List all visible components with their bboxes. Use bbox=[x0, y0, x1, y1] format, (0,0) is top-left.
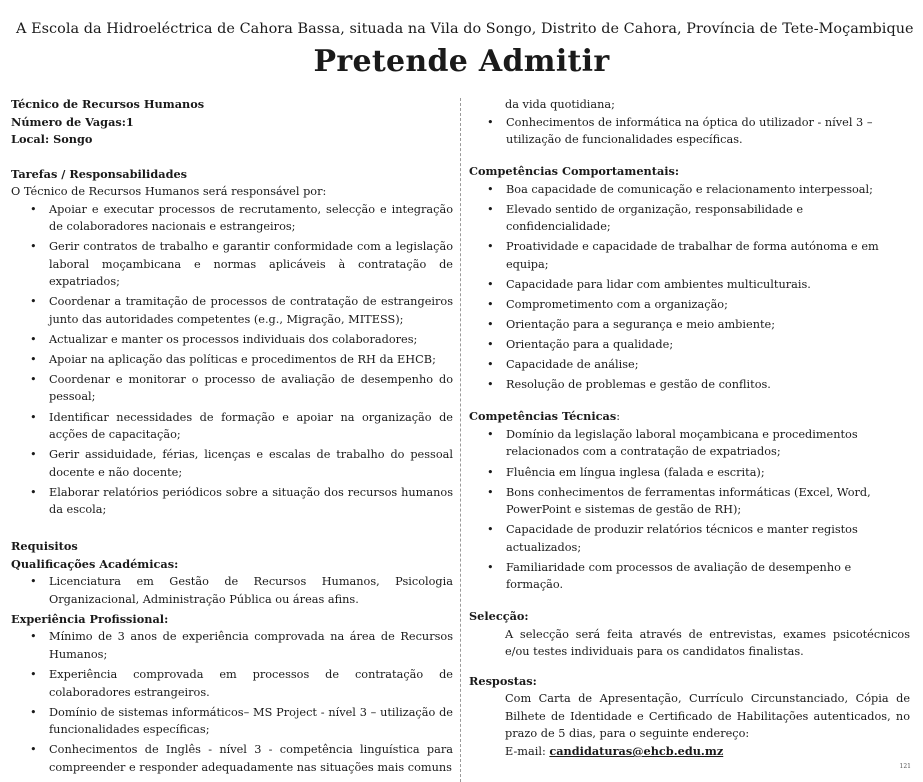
email-label: E-mail: bbox=[505, 744, 550, 758]
technical-heading: Competências Técnicas bbox=[469, 409, 617, 424]
list-item: • Capacidade para lidar com ambientes multiculturais. bbox=[469, 276, 910, 294]
list-item: • Experiência comprovada em processos de contratação de colaboradores estrangeiros. bbox=[11, 666, 453, 701]
list-item: • Fluência em língua inglesa (falada e escrita); bbox=[469, 464, 910, 482]
behavioral-heading: Competências Comportamentais: bbox=[469, 164, 680, 179]
technical-list bbox=[469, 426, 910, 594]
job-title: Técnico de Recursos Humanos bbox=[11, 97, 205, 111]
behavioral-list bbox=[469, 181, 910, 394]
list-item: • Domínio da legislação laboral moçambicana e procedimentos relacionados com a contratação de expatriados; bbox=[469, 426, 910, 461]
tasks-heading: Tarefas / Responsabilidades bbox=[11, 166, 188, 181]
column-divider bbox=[460, 98, 461, 782]
list-item: • Identificar necessidades de formação e apoiar na organização de acções de capacitação; bbox=[11, 409, 453, 444]
list-item: • Coordenar a tramitação de processos de contratação de estrangeiros junto das autoridades competentes (e.g., Migração, MITESS); bbox=[11, 293, 453, 328]
location: Local: Songo bbox=[11, 132, 93, 146]
experience-heading: Experiência Profissional: bbox=[11, 611, 169, 626]
tasks-intro: O Técnico de Recursos Humanos será responsável por: bbox=[11, 185, 327, 198]
it-list bbox=[469, 114, 910, 149]
list-item: • Boa capacidade de comunicação e relacionamento interpessoal; bbox=[469, 181, 910, 199]
list-item: • Elaborar relatórios periódicos sobre a situação dos recursos humanos da escola; bbox=[11, 484, 453, 519]
list-item: • Orientação para a segurança e meio ambiente; bbox=[469, 316, 910, 334]
technical-heading-line: Competências Técnicas: bbox=[469, 409, 621, 424]
qualifications-heading: Qualificações Académicas: bbox=[11, 556, 179, 571]
list-item: • Apoiar e executar processos de recrutamento, selecção e integração de colaboradores nacionais e estrangeiros; bbox=[11, 201, 453, 236]
left-column bbox=[11, 96, 453, 779]
selection-heading: Selecção: bbox=[469, 609, 529, 624]
list-item: • Resolução de problemas e gestão de conflitos. bbox=[469, 376, 910, 394]
tasks-list bbox=[11, 201, 453, 519]
list-item: • Capacidade de produzir relatórios técnicos e manter registos actualizados; bbox=[469, 521, 910, 556]
list-item: • Gerir contratos de trabalho e garantir conformidade com a legislação laboral moçambicana e normas aplicáveis à contratação de expatriados; bbox=[11, 238, 453, 291]
intro-text: A Escola da Hidroeléctrica de Cahora Bassa, situada na Vila do Songo, Distrito de Cahora, Província de Tete-Moçambique bbox=[16, 21, 914, 37]
email-line bbox=[469, 743, 910, 761]
list-item: • Conhecimentos de Inglês - nível 3 - competência linguística para compreender e responder adequadamente nas situações mais comuns bbox=[11, 741, 453, 776]
list-item: • Elevado sentido de organização, responsabilidade e confidencialidade; bbox=[469, 201, 910, 236]
list-item: • Bons conhecimentos de ferramentas informáticas (Excel, Word, PowerPoint e sistemas de gestão de RH); bbox=[469, 484, 910, 519]
vacancies: Número de Vagas:1 bbox=[11, 114, 134, 129]
list-item: • Comprometimento com a organização; bbox=[469, 296, 910, 314]
list-item: • Coordenar e monitorar o processo de avaliação de desempenho do pessoal; bbox=[11, 371, 453, 406]
list-item: • Capacidade de análise; bbox=[469, 356, 910, 374]
list-item: • Domínio de sistemas informáticos– MS Project - nível 3 – utilização de funcionalidades específicas; bbox=[11, 704, 453, 739]
list-item: • Apoiar na aplicação das políticas e procedimentos de RH da EHCB; bbox=[11, 351, 453, 369]
experience-list bbox=[11, 628, 453, 776]
continued-text: da vida quotidiana; bbox=[505, 98, 615, 111]
requirements-heading: Requisitos bbox=[11, 539, 78, 554]
list-item: • Conhecimentos de informática na óptica do utilizador - nível 3 – utilização de funcionalidades específicas. bbox=[469, 114, 910, 149]
qualifications-list bbox=[11, 573, 453, 608]
email-link[interactable]: candidaturas@ehcb.edu.mz bbox=[549, 743, 724, 758]
page-number: 121 bbox=[899, 763, 911, 770]
responses-heading: Respostas: bbox=[469, 673, 537, 688]
selection-text: A selecção será feita através de entrevistas, exames psicotécnicos e/ou testes individuais para os candidatos finalistas. bbox=[505, 627, 910, 659]
list-item: • Gerir assiduidade, férias, licenças e escalas de trabalho do pessoal docente e não docente; bbox=[11, 446, 453, 481]
list-item: • Familiaridade com processos de avaliação de desempenho e formação. bbox=[469, 559, 910, 594]
list-item: • Proatividade e capacidade de trabalhar de forma autónoma e em equipa; bbox=[469, 238, 910, 273]
right-column bbox=[469, 96, 910, 760]
responses-text: Com Carta de Apresentação, Currículo Circunstanciado, Cópia de Bilhete de Identidade e Certificado de Habilitações autenticados, no prazo de 5 dias, para o seguinte endereço: bbox=[505, 692, 910, 741]
list-item: • Mínimo de 3 anos de experiência comprovada na área de Recursos Humanos; bbox=[11, 628, 453, 663]
list-item: • Orientação para a qualidade; bbox=[469, 336, 910, 354]
list-item: • Licenciatura em Gestão de Recursos Humanos, Psicologia Organizacional, Administração Pública ou áreas afins. bbox=[11, 573, 453, 608]
page-title: Pretende Admitir bbox=[313, 44, 610, 79]
list-item: • Actualizar e manter os processos individuais dos colaboradores; bbox=[11, 331, 453, 349]
